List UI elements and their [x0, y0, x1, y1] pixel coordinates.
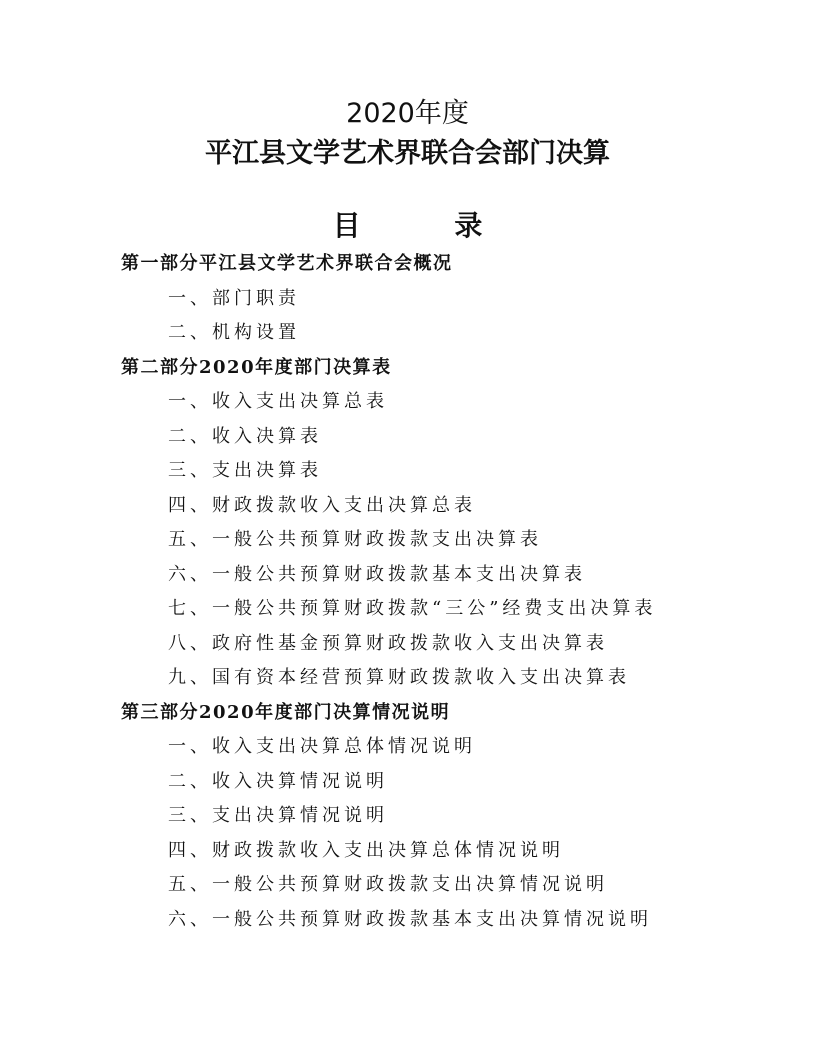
toc-item: 九、国有资本经营预算财政拨款收入支出决算表	[168, 667, 630, 688]
toc-item: 三、支出决算表	[168, 460, 322, 481]
toc-item: 五、一般公共预算财政拨款支出决算表	[168, 529, 542, 550]
title-main: 平江县文学艺术界联合会部门决算	[205, 138, 610, 169]
toc-item: 五、一般公共预算财政拨款支出决算情况说明	[168, 874, 608, 895]
toc-heading: 目 录	[332, 209, 525, 242]
toc-item: 二、收入决算表	[168, 425, 322, 447]
toc-item: 四、财政拨款收入支出决算总体情况说明	[168, 839, 564, 861]
toc-item: 七、一般公共预算财政拨款“三公”经费支出决算表	[168, 598, 657, 619]
toc-part-1: 第一部分平江县文学艺术界联合会概况	[121, 253, 453, 274]
toc-item: 一、收入支出决算总体情况说明	[168, 736, 476, 757]
toc-item: 二、机构设置	[168, 322, 300, 343]
toc-part-2: 第二部分2020年度部门决算表	[121, 356, 392, 378]
toc-item: 一、收入支出决算总表	[168, 391, 388, 412]
toc-part-3: 第三部分2020年度部门决算情况说明	[121, 701, 451, 723]
toc-item: 八、政府性基金预算财政拨款收入支出决算表	[168, 632, 608, 654]
toc-item: 六、一般公共预算财政拨款基本支出决算情况说明	[168, 908, 652, 930]
toc-item: 一、部门职责	[168, 287, 300, 309]
toc-item: 四、财政拨款收入支出决算总表	[168, 494, 476, 516]
toc-item: 二、收入决算情况说明	[168, 770, 388, 792]
toc-item: 六、一般公共预算财政拨款基本支出决算表	[168, 563, 586, 585]
title-year: 2020年度	[346, 98, 469, 129]
toc-item: 三、支出决算情况说明	[168, 805, 388, 826]
